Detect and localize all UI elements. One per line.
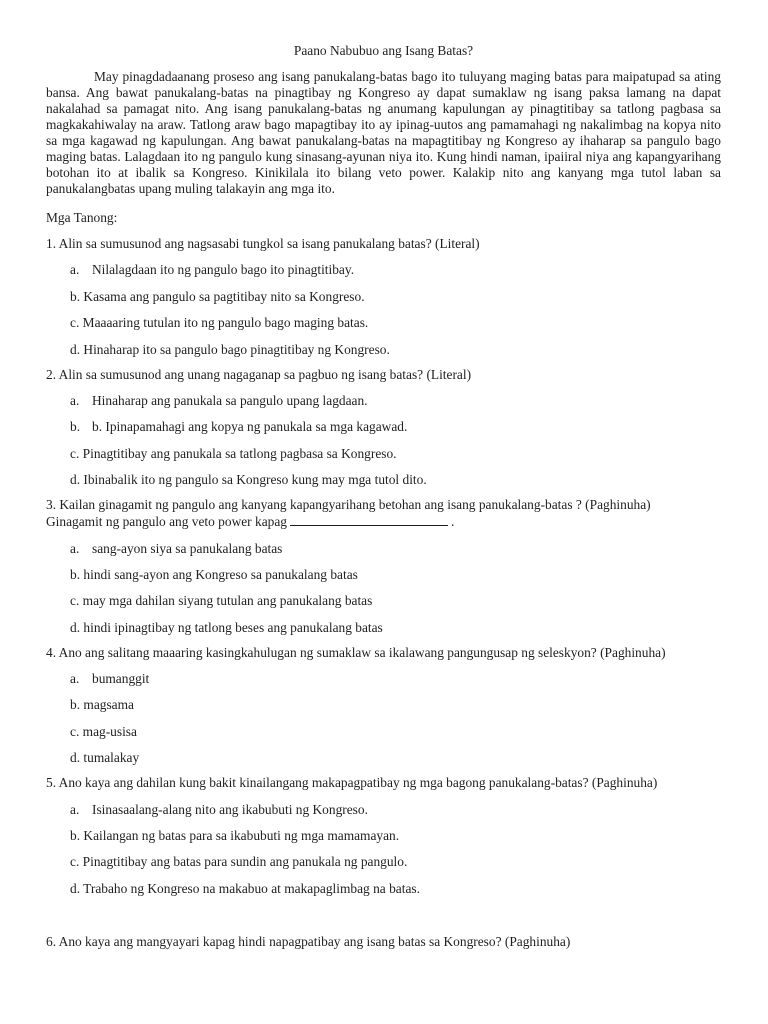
option-list [46, 801, 721, 897]
questions-heading: Mga Tanong: [46, 210, 118, 225]
option-text: bumanggit [92, 671, 150, 687]
option-b [46, 827, 721, 844]
option-text: tumalakay [83, 750, 140, 766]
option-a [46, 540, 721, 557]
option-c [46, 723, 721, 740]
option-text: Isinasaalang-alang nito ang ikabubuti ng Kongreso. [92, 801, 368, 817]
reading-passage: May pinagdadaanang proseso ang isang panukalang-batas bago ito tuluyang maging batas para maipatupad sa ating bansa. Ang bawat panukalang-batas na pinagtibay ng Kongreso ay dapat sumaklaw ng isang paksa lamang na dapat nakalahad sa pamagat nito. Ang isang panukalang-batas ng anumang kapulungan ay pinagtitibay sa tatlong pagbasa sa magkakahiwalay na araw. Tatlong araw bago mapagtibay ito ay ipinag-uutos ang pamamahagi ng nakalimbag na kopya nito sa mga kagawad ng kapulungan. Ang bawat panukalang-batas na mapagtitibay ng Kongreso ay ihaharap sa pangulo bago maging batas. Lalagdaan ito ng pangulo kung sinasang-ayunan niya ito. Kung hindi naman, ipaiiral niya ang kapangyarihang botohan ito at ibalik sa Kongreso. Kinikilala ito bilang veto power. Kalakip nito ang kanyang mga tutol laban sa panukalangbatas upang muling talakayin ang mga ito. [46, 69, 721, 196]
option-a [46, 670, 721, 687]
option-letter: b. [70, 697, 81, 713]
option-a [46, 801, 721, 818]
question-text: 2. Alin sa sumusunod ang unang nagaganap sa pagbuo ng isang batas? (Literal) [46, 366, 472, 382]
option-letter: d. [70, 341, 81, 357]
option-letter: b. [70, 566, 81, 582]
option-letter: c. [70, 854, 80, 870]
option-d [46, 471, 721, 488]
option-d [46, 619, 721, 636]
option-text: Pinagtitibay ang batas para sundin ang panukala ng pangulo. [82, 854, 408, 870]
answer-blank [290, 513, 448, 526]
option-c [46, 445, 721, 462]
question-text: 4. Ano ang salitang maaaring kasingkahulugan ng sumaklaw sa ikalawang pangungusap ng seleskyon? (Paghinuha) [46, 644, 666, 660]
option-text: Hinaharap ang panukala sa pangulo upang lagdaan. [92, 392, 368, 408]
option-a [46, 261, 721, 278]
option-c [46, 592, 721, 609]
option-letter: a. [70, 540, 80, 556]
option-text: hindi ipinagtibay ng tatlong beses ang panukalang batas [83, 619, 383, 635]
option-text: Ibinabalik ito ng pangulo sa Kongreso kung may mga tutol dito. [83, 472, 427, 488]
question-text: 3. Kailan ginagamit ng pangulo ang kanyang kapangyarihang betohan ang isang panukalang-batas ? (Paghinuha) [46, 497, 651, 513]
question-2 [46, 366, 721, 489]
question-text: 6. Ano kaya ang mangyayari kapag hindi napagpatibay ang isang batas sa Kongreso? (Paghinuha) [46, 933, 571, 949]
option-b [46, 418, 721, 435]
option-text: Nilalagdaan ito ng pangulo bago ito pinagtitibay. [92, 262, 355, 278]
option-text: Pinagtitibay ang panukala sa tatlong pagbasa sa Kongreso. [82, 445, 397, 461]
question-5 [46, 774, 721, 897]
option-list [46, 261, 721, 357]
option-text: Kailangan ng batas para sa ikabubuti ng mga mamamayan. [83, 828, 400, 844]
option-letter: d. [70, 472, 81, 488]
question-text: 1. Alin sa sumusunod ang nagsasabi tungkol sa isang panukalang batas? (Literal) [46, 236, 480, 251]
document-page [46, 42, 721, 950]
option-letter: a. [70, 671, 80, 687]
question-1 [46, 235, 721, 358]
option-letter: a. [70, 801, 80, 817]
option-text: may mga dahilan siyang tutulan ang panukalang batas [82, 593, 373, 609]
option-letter: c. [70, 445, 80, 461]
option-text: Kasama ang pangulo sa pagtitibay nito sa Kongreso. [83, 288, 365, 304]
option-text: Hinaharap ito sa pangulo bago pinagtitibay ng Kongreso. [83, 341, 390, 357]
option-letter: b. [70, 419, 81, 435]
question-4 [46, 644, 721, 767]
option-b [46, 696, 721, 713]
option-letter: b. [70, 828, 81, 844]
option-text: magsama [83, 697, 134, 713]
question-6 [46, 933, 721, 950]
option-d [46, 749, 721, 766]
option-letter: c. [70, 593, 80, 609]
fill-in-sentence [46, 513, 721, 530]
option-letter: a. [70, 262, 80, 278]
option-letter: c. [70, 315, 80, 331]
option-c [46, 853, 721, 870]
option-text: hindi sang-ayon ang Kongreso sa panukalang batas [83, 566, 358, 582]
option-letter: d. [70, 750, 81, 766]
option-b [46, 566, 721, 583]
fill-in-prefix: Ginagamit ng pangulo ang veto power kapag [46, 514, 287, 530]
option-list [46, 392, 721, 488]
option-letter: d. [70, 880, 81, 896]
question-text: 5. Ano kaya ang dahilan kung bakit kinailangang makapagpatibay ng mga bagong panukalang-batas? (Paghinuha) [46, 775, 658, 791]
option-text: mag-usisa [82, 723, 137, 739]
option-text: b. Ipinapamahagi ang kopya ng panukala sa mga kagawad. [92, 419, 408, 435]
option-list [46, 670, 721, 766]
fill-in-suffix: . [450, 514, 455, 530]
option-text: Trabaho ng Kongreso na makabuo at makapaglimbag na batas. [83, 880, 420, 896]
option-letter: a. [70, 392, 80, 408]
document-title: Paano Nabubuo ang Isang Batas? [293, 43, 474, 58]
question-3 [46, 496, 721, 636]
option-d [46, 880, 721, 897]
option-a [46, 392, 721, 409]
option-c [46, 314, 721, 331]
option-letter: b. [70, 288, 81, 304]
option-text: sang-ayon siya sa panukalang batas [92, 540, 283, 556]
option-letter: d. [70, 619, 81, 635]
option-b [46, 288, 721, 305]
option-letter: c. [70, 723, 80, 739]
option-d [46, 341, 721, 358]
option-text: Maaaaring tutulan ito ng pangulo bago maging batas. [82, 315, 369, 331]
option-list [46, 540, 721, 636]
